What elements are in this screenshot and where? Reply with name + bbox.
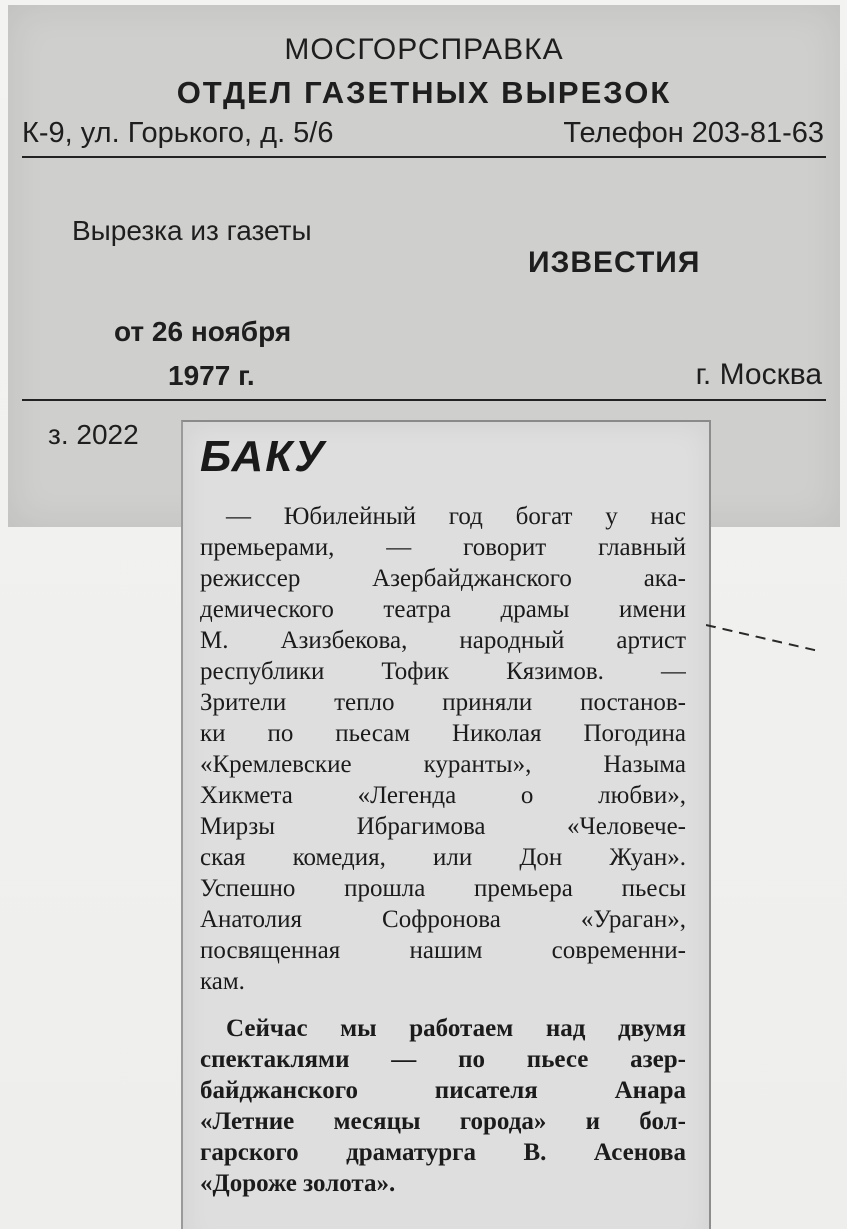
article-title: БАКУ (200, 432, 327, 481)
clipping-date-year: 1977 г. (168, 360, 255, 391)
clipping-date-day: от 26 ноября (114, 316, 292, 347)
agency-address: К-9, ул. Горького, д. 5/6 (22, 117, 334, 149)
article-line: Анатолия Софронова «Ураган», (200, 906, 686, 933)
department-name: ОТДЕЛ ГАЗЕТНЫХ ВЫРЕЗОК (176, 75, 672, 110)
article-line: Успешно прошла премьера пьесы (200, 875, 686, 902)
agency-phone: Телефон 203-81-63 (563, 117, 824, 149)
article-line: М. Азизбекова, народный артист (200, 627, 686, 654)
article-line: посвященная нашим современни- (200, 937, 686, 964)
article-line: байджанского писателя Анара (200, 1077, 686, 1104)
article-line: кам. (200, 968, 245, 995)
clipping-label: Вырезка из газеты (72, 215, 312, 246)
article-line: ки по пьесам Николая Погодина (200, 720, 686, 747)
agency-name: МОСГОРСПРАВКА (284, 33, 564, 66)
article-clipping (181, 420, 711, 1229)
article-line: «Кремлевские куранты», Назыма (200, 751, 686, 778)
article-line: «Дороже золота». (200, 1170, 396, 1197)
article-line: премьерами, — говорит главный (200, 534, 686, 561)
clipping-city: г. Москва (695, 358, 822, 391)
article-line: Хикмета «Легенда о любви», (200, 782, 686, 809)
article-line: гарского драматурга В. Асенова (200, 1139, 686, 1166)
article-line: режиссер Азербайджанского ака- (200, 565, 686, 592)
article-line: ская комедия, или Дон Жуан». (200, 844, 686, 871)
article-line: Сейчас мы работаем над двумя (226, 1015, 686, 1042)
newspaper-name: ИЗВЕСТИЯ (528, 246, 701, 279)
article-line: демического театра драмы имени (200, 596, 686, 623)
footer-divider (22, 399, 826, 401)
pencil-mark (706, 624, 816, 651)
article-line: Мирзы Ибрагимова «Человече- (200, 813, 686, 840)
article-line: «Летние месяцы города» и бол- (200, 1108, 686, 1135)
order-number: з. 2022 (48, 419, 139, 450)
article-line: — Юбилейный год богат у нас (226, 503, 686, 530)
header-divider (22, 156, 826, 158)
article-line: Зрители тепло приняли постанов- (200, 689, 686, 716)
article-line: спектаклями — по пьесе азер- (200, 1046, 686, 1073)
article-line: республики Тофик Кязимов. — (200, 658, 686, 685)
